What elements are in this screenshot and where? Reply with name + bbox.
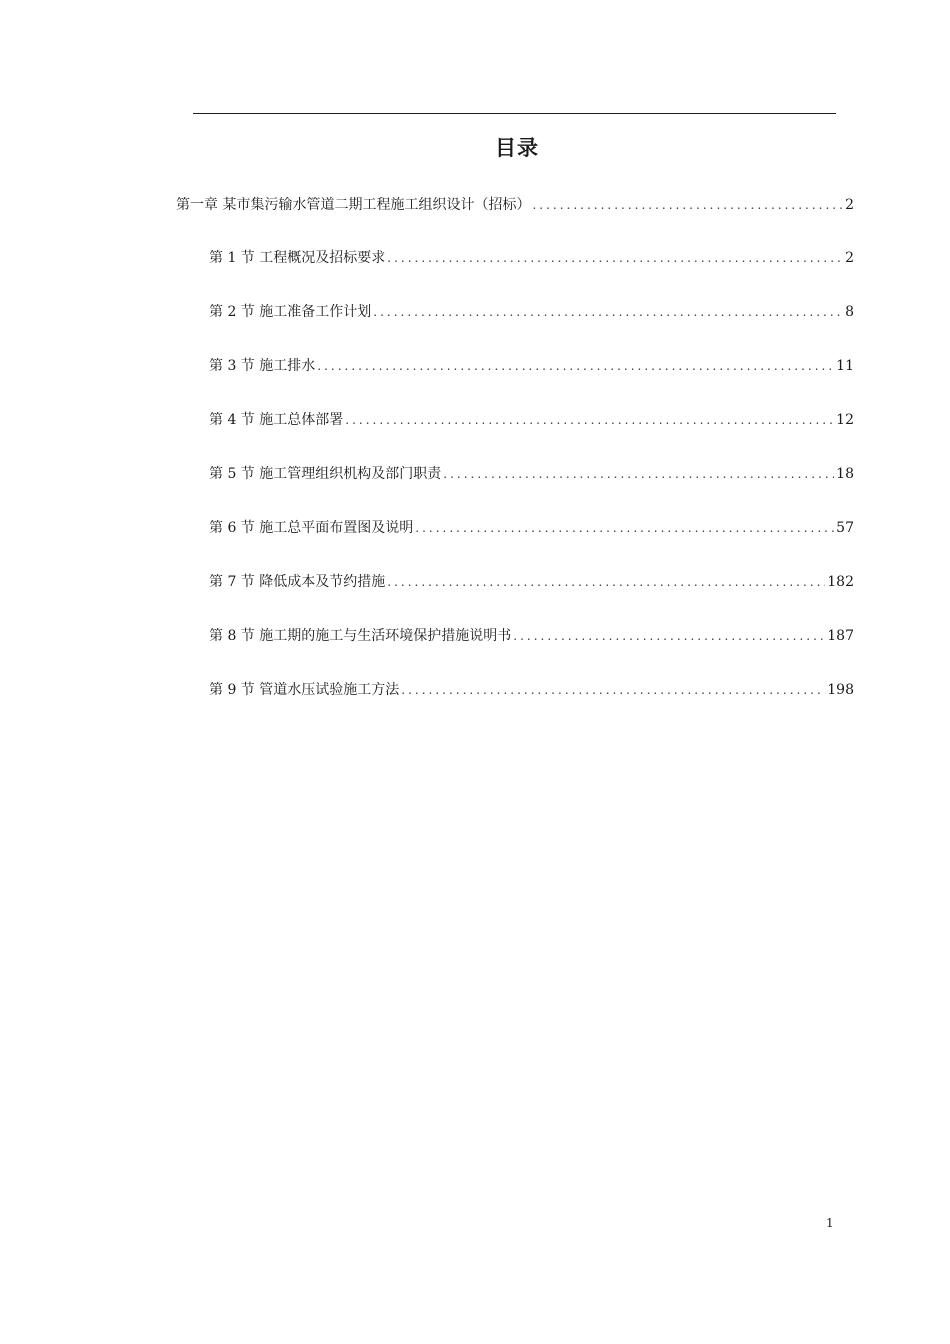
dot-leader	[401, 680, 825, 700]
toc-chapter-entry[interactable]	[176, 195, 854, 215]
toc-section-entry[interactable]	[209, 626, 854, 646]
dot-leader	[387, 572, 825, 592]
toc-section-entry[interactable]	[209, 464, 854, 484]
toc-entry-page: 2	[845, 250, 854, 266]
toc-section-entry[interactable]	[209, 248, 854, 268]
toc-entry-label: 第 6 节 施工总平面布置图及说明	[209, 520, 414, 536]
toc-section-entry[interactable]	[209, 518, 854, 538]
footer-page-number: 1	[826, 1216, 834, 1230]
toc-section-entry[interactable]	[209, 680, 854, 700]
toc-entry-page: 18	[836, 466, 854, 482]
header-rule	[193, 113, 836, 114]
toc-title: 目录	[495, 136, 539, 160]
dot-leader	[373, 302, 843, 322]
toc-entry-page: 198	[827, 682, 854, 698]
toc-section-entry[interactable]	[209, 410, 854, 430]
toc-entry-page: 11	[836, 358, 854, 374]
toc-entry-label: 第一章 某市集污输水管道二期工程施工组织设计（招标）	[176, 197, 531, 213]
toc-section-entry[interactable]	[209, 356, 854, 376]
toc-section-entry[interactable]	[209, 572, 854, 592]
dot-leader	[532, 195, 843, 215]
toc-entry-label: 第 2 节 施工准备工作计划	[209, 304, 372, 320]
toc-section-entry[interactable]	[209, 302, 854, 322]
toc-entry-label: 第 3 节 施工排水	[209, 358, 316, 374]
toc-entry-label: 第 1 节 工程概况及招标要求	[209, 250, 386, 266]
toc-entry-page: 12	[836, 412, 854, 428]
toc-entry-label: 第 8 节 施工期的施工与生活环境保护措施说明书	[209, 628, 512, 644]
toc-entry-label: 第 9 节 管道水压试验施工方法	[209, 682, 400, 698]
dot-leader	[345, 410, 834, 430]
dot-leader	[387, 248, 843, 268]
dot-leader	[513, 626, 825, 646]
toc-entry-page: 57	[836, 520, 854, 536]
dot-leader	[317, 356, 834, 376]
toc-entry-label: 第 4 节 施工总体部署	[209, 412, 344, 428]
toc-entry-page: 182	[827, 574, 854, 590]
dot-leader	[415, 518, 834, 538]
toc-entry-page: 187	[827, 628, 854, 644]
toc-entry-label: 第 5 节 施工管理组织机构及部门职责	[209, 466, 442, 482]
toc-entry-page: 2	[845, 197, 854, 213]
toc-entry-label: 第 7 节 降低成本及节约措施	[209, 574, 386, 590]
toc-entry-page: 8	[845, 304, 854, 320]
dot-leader	[443, 464, 834, 484]
